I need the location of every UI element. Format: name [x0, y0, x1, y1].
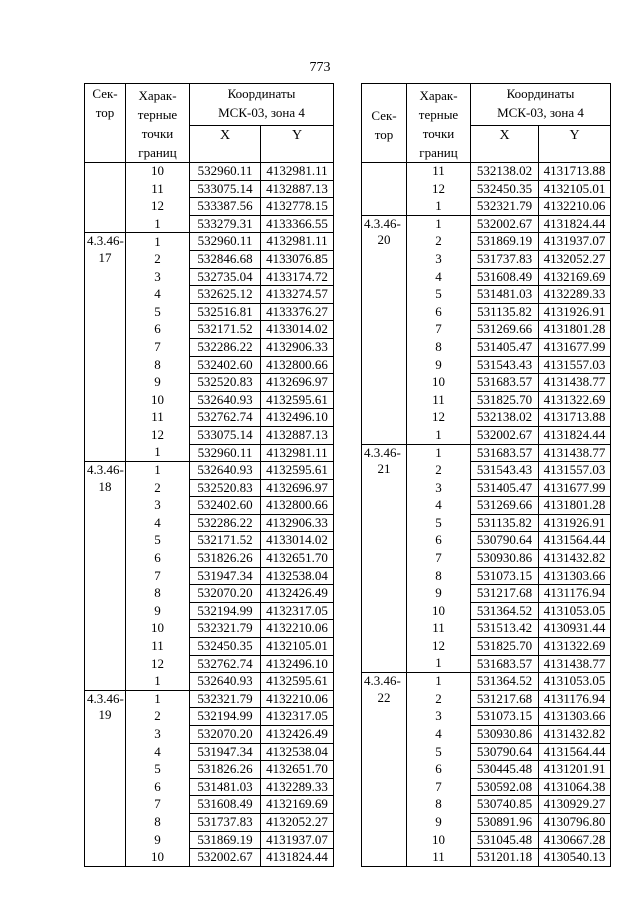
point-number: 11 [407, 391, 471, 409]
y-coordinate: 4132887.13 [261, 426, 334, 444]
y-coordinate: 4131176.94 [539, 690, 611, 708]
y-coordinate: 4132289.33 [539, 286, 611, 304]
y-coordinate: 4131713.88 [539, 409, 611, 427]
table-row [362, 163, 611, 181]
point-number: 1 [126, 673, 190, 691]
point-number: 7 [407, 778, 471, 796]
sector-code: 4.3.46- [87, 233, 124, 249]
y-coordinate: 4131053.05 [539, 602, 611, 620]
x-coordinate: 532450.35 [190, 638, 261, 656]
x-coordinate: 532002.67 [471, 215, 539, 233]
point-number: 12 [407, 638, 471, 656]
x-coordinate: 531217.68 [471, 585, 539, 603]
x-coordinate: 530740.85 [471, 796, 539, 814]
x-coordinate: 531826.26 [190, 550, 261, 568]
x-coordinate: 531481.03 [471, 286, 539, 304]
point-number: 1 [126, 215, 190, 233]
x-coordinate: 533075.14 [190, 180, 261, 198]
x-coordinate: 532138.02 [471, 409, 539, 427]
point-number: 4 [126, 286, 190, 304]
point-number: 3 [126, 268, 190, 286]
x-coordinate: 532321.79 [471, 198, 539, 216]
y-header: Y [539, 125, 611, 162]
x-coordinate: 531869.19 [471, 233, 539, 251]
point-number: 4 [126, 743, 190, 761]
point-number: 3 [126, 497, 190, 515]
y-coordinate: 4131713.88 [539, 163, 611, 181]
point-number: 9 [126, 374, 190, 392]
x-coordinate: 531481.03 [190, 778, 261, 796]
x-coordinate: 531513.42 [471, 620, 539, 638]
point-number: 2 [407, 690, 471, 708]
page-number: 773 [309, 60, 331, 75]
sector-number: 22 [377, 689, 391, 705]
point-number: 1 [407, 198, 471, 216]
y-coordinate: 4132595.61 [261, 462, 334, 480]
y-coordinate: 4132210.06 [539, 198, 611, 216]
x-coordinate: 531543.43 [471, 462, 539, 480]
x-coordinate: 531737.83 [190, 813, 261, 831]
point-number: 1 [126, 233, 190, 251]
y-coordinate: 4132800.66 [261, 497, 334, 515]
y-coordinate: 4133376.27 [261, 303, 334, 321]
y-coordinate: 4131937.07 [539, 233, 611, 251]
sector-label [85, 690, 126, 866]
x-coordinate: 531683.57 [471, 374, 539, 392]
point-number: 12 [407, 180, 471, 198]
sector-label [362, 673, 407, 867]
x-coordinate: 531073.15 [471, 567, 539, 585]
table-row [85, 690, 334, 708]
point-number: 1 [407, 426, 471, 444]
x-coordinate: 531737.83 [471, 250, 539, 268]
point-number: 10 [126, 391, 190, 409]
y-coordinate: 4133274.57 [261, 286, 334, 304]
y-coordinate: 4131432.82 [539, 726, 611, 744]
sector-number: 21 [377, 461, 391, 477]
x-coordinate: 531073.15 [471, 708, 539, 726]
y-coordinate: 4132696.97 [261, 374, 334, 392]
x-coordinate: 531825.70 [471, 391, 539, 409]
y-coordinate: 4131801.28 [539, 497, 611, 515]
point-number: 7 [126, 796, 190, 814]
point-number: 1 [407, 215, 471, 233]
y-coordinate: 4132778.15 [261, 198, 334, 216]
x-coordinate: 530930.86 [471, 726, 539, 744]
y-coordinate: 4132210.06 [261, 620, 334, 638]
coordinates-header: Координаты МСК-03, зона 4 [190, 84, 334, 126]
point-number: 8 [407, 567, 471, 585]
y-coordinate: 4132595.61 [261, 391, 334, 409]
point-number: 8 [407, 796, 471, 814]
point-number: 5 [126, 761, 190, 779]
y-coordinate: 4131053.05 [539, 673, 611, 691]
x-coordinate: 532520.83 [190, 479, 261, 497]
point-number: 11 [407, 620, 471, 638]
x-coordinate: 531608.49 [471, 268, 539, 286]
x-coordinate: 531201.18 [471, 849, 539, 867]
x-coordinate: 531608.49 [190, 796, 261, 814]
point-number: 12 [407, 409, 471, 427]
y-header: Y [261, 125, 334, 162]
point-number: 2 [126, 250, 190, 268]
point-number: 2 [407, 233, 471, 251]
y-coordinate: 4132595.61 [261, 673, 334, 691]
y-coordinate: 4131824.44 [261, 849, 334, 867]
table-row [85, 163, 334, 181]
x-header: X [471, 125, 539, 162]
x-coordinate: 532625.12 [190, 286, 261, 304]
y-coordinate: 4132538.04 [261, 567, 334, 585]
point-number: 5 [126, 532, 190, 550]
point-number: 6 [407, 303, 471, 321]
sector-number: 17 [98, 249, 112, 265]
sector-number: 19 [98, 707, 112, 723]
sector-label [85, 233, 126, 462]
x-coordinate: 531045.48 [471, 831, 539, 849]
y-coordinate: 4131201.91 [539, 761, 611, 779]
point-number: 8 [126, 356, 190, 374]
point-number: 10 [407, 374, 471, 392]
x-coordinate: 531683.57 [471, 655, 539, 673]
x-coordinate: 532286.22 [190, 514, 261, 532]
y-coordinate: 4131557.03 [539, 356, 611, 374]
point-number: 7 [407, 321, 471, 339]
table-row [85, 233, 334, 251]
x-coordinate: 531543.43 [471, 356, 539, 374]
sector-code: 4.3.46- [87, 462, 124, 478]
coordinates-header: Координаты МСК-03, зона 4 [471, 84, 611, 126]
point-number: 1 [407, 673, 471, 691]
table-row [85, 462, 334, 480]
x-coordinate: 532321.79 [190, 620, 261, 638]
point-number: 10 [407, 831, 471, 849]
y-coordinate: 4131322.69 [539, 638, 611, 656]
y-coordinate: 4132169.69 [261, 796, 334, 814]
x-coordinate: 531869.19 [190, 831, 261, 849]
points-header: Харак- терные точки границ [126, 84, 190, 163]
x-coordinate: 532002.67 [190, 849, 261, 867]
point-number: 6 [126, 321, 190, 339]
y-coordinate: 4131564.44 [539, 743, 611, 761]
point-number: 5 [126, 303, 190, 321]
point-number: 6 [126, 550, 190, 568]
x-coordinate: 532735.04 [190, 268, 261, 286]
x-coordinate: 531217.68 [471, 690, 539, 708]
point-number: 7 [126, 338, 190, 356]
sector-code: 4.3.46- [364, 215, 401, 231]
x-coordinate: 531825.70 [471, 638, 539, 656]
point-number: 4 [407, 268, 471, 286]
y-coordinate: 4133014.02 [261, 532, 334, 550]
y-coordinate: 4130929.27 [539, 796, 611, 814]
y-coordinate: 4132426.49 [261, 585, 334, 603]
point-number: 9 [407, 813, 471, 831]
point-number: 1 [126, 690, 190, 708]
y-coordinate: 4132317.05 [261, 708, 334, 726]
point-number: 9 [407, 356, 471, 374]
y-coordinate: 4132651.70 [261, 761, 334, 779]
y-coordinate: 4133076.85 [261, 250, 334, 268]
x-coordinate: 531269.66 [471, 497, 539, 515]
y-coordinate: 4131438.77 [539, 444, 611, 462]
x-coordinate: 532138.02 [471, 163, 539, 181]
x-header: X [190, 125, 261, 162]
sector-number: 20 [377, 232, 391, 248]
y-coordinate: 4132317.05 [261, 602, 334, 620]
point-number: 3 [407, 708, 471, 726]
point-number: 7 [126, 567, 190, 585]
point-number: 3 [407, 479, 471, 497]
y-coordinate: 4131176.94 [539, 585, 611, 603]
sector-header: Сек- тор [85, 84, 126, 163]
table-row [362, 215, 611, 233]
x-coordinate: 532960.11 [190, 233, 261, 251]
y-coordinate: 4132496.10 [261, 655, 334, 673]
point-number: 4 [407, 726, 471, 744]
x-coordinate: 531269.66 [471, 321, 539, 339]
point-number: 8 [126, 585, 190, 603]
sector-code: 4.3.46- [364, 444, 401, 460]
x-coordinate: 533075.14 [190, 426, 261, 444]
y-coordinate: 4131926.91 [539, 303, 611, 321]
x-coordinate: 533279.31 [190, 215, 261, 233]
point-number: 4 [407, 497, 471, 515]
point-number: 6 [126, 778, 190, 796]
x-coordinate: 532002.67 [471, 426, 539, 444]
y-coordinate: 4130931.44 [539, 620, 611, 638]
x-coordinate: 532846.68 [190, 250, 261, 268]
sector-code: 4.3.46- [364, 673, 401, 689]
x-coordinate: 532450.35 [471, 180, 539, 198]
point-number: 5 [407, 286, 471, 304]
x-coordinate: 530790.64 [471, 532, 539, 550]
point-number: 6 [407, 532, 471, 550]
y-coordinate: 4132169.69 [539, 268, 611, 286]
point-number: 2 [407, 462, 471, 480]
x-coordinate: 531683.57 [471, 444, 539, 462]
x-coordinate: 532762.74 [190, 655, 261, 673]
y-coordinate: 4131937.07 [261, 831, 334, 849]
y-coordinate: 4132887.13 [261, 180, 334, 198]
point-number: 10 [407, 602, 471, 620]
y-coordinate: 4131438.77 [539, 655, 611, 673]
x-coordinate: 532194.99 [190, 708, 261, 726]
x-coordinate: 532960.11 [190, 444, 261, 462]
sector-number: 18 [98, 478, 112, 494]
x-coordinate: 532516.81 [190, 303, 261, 321]
point-number: 11 [126, 638, 190, 656]
x-coordinate: 530445.48 [471, 761, 539, 779]
x-coordinate: 531405.47 [471, 338, 539, 356]
y-coordinate: 4132105.01 [539, 180, 611, 198]
y-coordinate: 4132981.11 [261, 163, 334, 181]
y-coordinate: 4130796.80 [539, 813, 611, 831]
point-number: 6 [407, 761, 471, 779]
point-number: 11 [126, 409, 190, 427]
y-coordinate: 4131432.82 [539, 550, 611, 568]
sector-header: Сек- тор [362, 84, 407, 163]
x-coordinate: 532402.60 [190, 356, 261, 374]
table-row [362, 673, 611, 691]
y-coordinate: 4133014.02 [261, 321, 334, 339]
coordinates-table-right [361, 83, 611, 867]
point-number: 3 [407, 250, 471, 268]
point-number: 3 [126, 726, 190, 744]
point-number: 12 [126, 198, 190, 216]
y-coordinate: 4131824.44 [539, 215, 611, 233]
sector-label [362, 444, 407, 673]
y-coordinate: 4132906.33 [261, 338, 334, 356]
y-coordinate: 4131926.91 [539, 514, 611, 532]
point-number: 11 [126, 180, 190, 198]
x-coordinate: 531364.52 [471, 602, 539, 620]
y-coordinate: 4131801.28 [539, 321, 611, 339]
x-coordinate: 532402.60 [190, 497, 261, 515]
y-coordinate: 4132105.01 [261, 638, 334, 656]
x-coordinate: 532171.52 [190, 321, 261, 339]
point-number: 1 [126, 444, 190, 462]
point-number: 9 [407, 585, 471, 603]
sector-label [85, 462, 126, 691]
table-row [362, 444, 611, 462]
x-coordinate: 531947.34 [190, 743, 261, 761]
y-coordinate: 4131322.69 [539, 391, 611, 409]
y-coordinate: 4131677.99 [539, 479, 611, 497]
y-coordinate: 4132651.70 [261, 550, 334, 568]
x-coordinate: 532286.22 [190, 338, 261, 356]
point-number: 8 [126, 813, 190, 831]
points-header: Харак- терные точки границ [407, 84, 471, 163]
x-coordinate: 533387.56 [190, 198, 261, 216]
y-coordinate: 4132052.27 [539, 250, 611, 268]
x-coordinate: 532194.99 [190, 602, 261, 620]
point-number: 4 [126, 514, 190, 532]
y-coordinate: 4131677.99 [539, 338, 611, 356]
x-coordinate: 530592.08 [471, 778, 539, 796]
y-coordinate: 4133174.72 [261, 268, 334, 286]
y-coordinate: 4130540.13 [539, 849, 611, 867]
x-coordinate: 531135.82 [471, 514, 539, 532]
point-number: 12 [126, 655, 190, 673]
sector-label [362, 163, 407, 216]
y-coordinate: 4132289.33 [261, 778, 334, 796]
x-coordinate: 531826.26 [190, 761, 261, 779]
y-coordinate: 4131303.66 [539, 567, 611, 585]
point-number: 10 [126, 163, 190, 181]
x-coordinate: 532520.83 [190, 374, 261, 392]
point-number: 2 [126, 479, 190, 497]
x-coordinate: 532171.52 [190, 532, 261, 550]
y-coordinate: 4133366.55 [261, 215, 334, 233]
point-number: 1 [126, 462, 190, 480]
x-coordinate: 532070.20 [190, 726, 261, 744]
y-coordinate: 4131064.38 [539, 778, 611, 796]
x-coordinate: 532960.11 [190, 163, 261, 181]
x-coordinate: 532762.74 [190, 409, 261, 427]
point-number: 8 [407, 338, 471, 356]
x-coordinate: 532640.93 [190, 462, 261, 480]
x-coordinate: 532640.93 [190, 391, 261, 409]
y-coordinate: 4131303.66 [539, 708, 611, 726]
point-number: 10 [126, 620, 190, 638]
x-coordinate: 532321.79 [190, 690, 261, 708]
x-coordinate: 531364.52 [471, 673, 539, 691]
point-number: 10 [126, 849, 190, 867]
y-coordinate: 4131824.44 [539, 426, 611, 444]
y-coordinate: 4131564.44 [539, 532, 611, 550]
x-coordinate: 530930.86 [471, 550, 539, 568]
sector-code: 4.3.46- [87, 690, 124, 706]
x-coordinate: 531135.82 [471, 303, 539, 321]
y-coordinate: 4132696.97 [261, 479, 334, 497]
point-number: 1 [407, 655, 471, 673]
x-coordinate: 531947.34 [190, 567, 261, 585]
sector-label [85, 163, 126, 233]
x-coordinate: 530790.64 [471, 743, 539, 761]
point-number: 11 [407, 849, 471, 867]
y-coordinate: 4132210.06 [261, 690, 334, 708]
point-number: 5 [407, 743, 471, 761]
y-coordinate: 4131557.03 [539, 462, 611, 480]
point-number: 7 [407, 550, 471, 568]
y-coordinate: 4132538.04 [261, 743, 334, 761]
x-coordinate: 532070.20 [190, 585, 261, 603]
y-coordinate: 4132496.10 [261, 409, 334, 427]
point-number: 5 [407, 514, 471, 532]
point-number: 2 [126, 708, 190, 726]
point-number: 1 [407, 444, 471, 462]
y-coordinate: 4132426.49 [261, 726, 334, 744]
y-coordinate: 4132981.11 [261, 444, 334, 462]
point-number: 9 [126, 831, 190, 849]
y-coordinate: 4132906.33 [261, 514, 334, 532]
y-coordinate: 4130667.28 [539, 831, 611, 849]
x-coordinate: 530891.96 [471, 813, 539, 831]
x-coordinate: 532640.93 [190, 673, 261, 691]
point-number: 9 [126, 602, 190, 620]
sector-label [362, 215, 407, 444]
x-coordinate: 531405.47 [471, 479, 539, 497]
y-coordinate: 4132800.66 [261, 356, 334, 374]
y-coordinate: 4132981.11 [261, 233, 334, 251]
point-number: 11 [407, 163, 471, 181]
y-coordinate: 4132052.27 [261, 813, 334, 831]
coordinates-table-left [84, 83, 334, 867]
point-number: 12 [126, 426, 190, 444]
y-coordinate: 4131438.77 [539, 374, 611, 392]
